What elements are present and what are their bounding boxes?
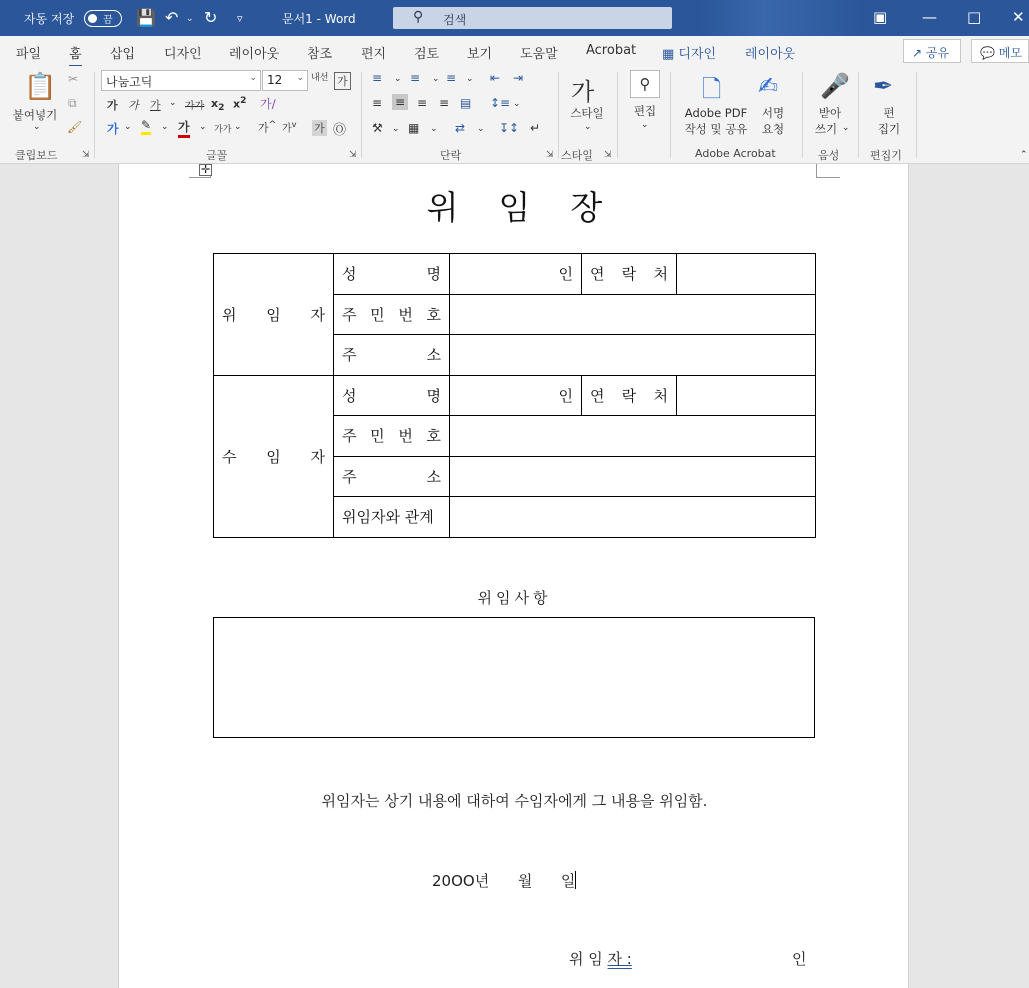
find-icon[interactable]: ⚲ xyxy=(630,70,660,98)
align-center-icon[interactable]: ≡ xyxy=(392,94,408,110)
chevron-down-icon: ⌄ xyxy=(296,73,304,83)
table-move-handle-icon[interactable]: ✛ xyxy=(201,163,211,176)
clipboard-group-label: 클립보드 xyxy=(15,149,58,162)
separator xyxy=(94,72,95,158)
minimize-icon[interactable]: — xyxy=(922,8,937,26)
font-group-label: 글꼴 xyxy=(206,149,228,162)
request-signature-label-2[interactable]: 요청 xyxy=(761,122,785,136)
editing-dropdown-icon[interactable]: ⌄ xyxy=(641,120,649,130)
close-icon[interactable]: ✕ xyxy=(1012,8,1025,26)
resident-no-label: 주 민 번 호 xyxy=(342,305,441,324)
name-label: 성 명 xyxy=(342,386,441,405)
font-color-dropdown-icon[interactable]: ⌄ xyxy=(199,122,207,132)
tab-view[interactable]: 보기 xyxy=(467,47,493,62)
styles-launcher-icon[interactable]: ⇲ xyxy=(604,150,612,160)
delegator-label: 위 임 자 xyxy=(222,305,325,324)
copy-icon[interactable]: ⧉ xyxy=(68,96,77,110)
name-label-cell[interactable] xyxy=(334,254,450,295)
autosave-label: 자동 저장 xyxy=(24,12,75,26)
matters-title: 위임사항 xyxy=(477,589,552,607)
grow-font-icon[interactable]: 내선 xyxy=(311,73,329,83)
editor-label-1[interactable]: 편 xyxy=(883,106,895,120)
address-label-cell[interactable] xyxy=(334,456,450,497)
chevron-down-icon: ⌄ xyxy=(249,73,257,83)
subscript-icon[interactable]: $x_2$ xyxy=(211,97,225,114)
font-launcher-icon[interactable]: ⇲ xyxy=(349,150,357,160)
styles-group-label: 스타일 xyxy=(561,149,593,162)
asian-layout-dropdown-icon[interactable]: ⌄ xyxy=(477,124,485,134)
line-spacing-icon[interactable]: ↕≡ xyxy=(490,96,511,110)
voice-group-label: 음성 xyxy=(818,149,840,162)
signer-seal: 인 xyxy=(792,950,807,968)
paste-label[interactable]: 붙여넣기 xyxy=(12,108,58,122)
text-effects-dropdown-icon[interactable]: ⌄ xyxy=(124,122,132,132)
justify-icon[interactable]: ≡ xyxy=(439,96,450,110)
paste-dropdown-icon[interactable]: ⌄ xyxy=(33,122,41,132)
tab-review[interactable]: 검토 xyxy=(414,47,440,62)
delegatee-contact-cell[interactable] xyxy=(677,375,816,416)
clipboard-launcher-icon[interactable]: ⇲ xyxy=(82,150,90,160)
tab-references[interactable]: 참조 xyxy=(307,47,333,62)
editor-icon[interactable]: ✒ xyxy=(873,72,894,100)
customize-toolbar-icon[interactable]: ▿ xyxy=(237,12,243,25)
share-label: 공유 xyxy=(925,46,950,60)
seal-mark: 인 xyxy=(558,386,573,405)
text-effects-icon[interactable]: 가 xyxy=(107,122,119,136)
title-bar xyxy=(0,0,1029,36)
name-label: 성 명 xyxy=(342,265,441,284)
delegatee-name-cell[interactable] xyxy=(450,375,582,416)
comments-label: 메모 xyxy=(998,46,1022,60)
separator xyxy=(858,72,859,158)
contact-label-cell[interactable] xyxy=(582,375,677,416)
relation-label: 위임자와 관계 xyxy=(342,508,434,527)
distributed-icon[interactable]: ▤ xyxy=(460,96,472,110)
borders-icon[interactable]: ▦ xyxy=(408,121,420,135)
delegator-contact-cell[interactable] xyxy=(677,254,816,295)
resident-no-label-cell[interactable] xyxy=(334,416,450,457)
enclose-characters-icon[interactable]: Ⓞ xyxy=(333,123,347,138)
highlight-dropdown-icon[interactable]: ⌄ xyxy=(161,122,169,132)
superscript-icon[interactable]: $x^2$ xyxy=(233,95,247,111)
search-placeholder: 검색 xyxy=(443,13,467,27)
create-pdf-icon[interactable]: 🗋 xyxy=(702,75,722,103)
paragraph-group-label: 단락 xyxy=(440,149,462,162)
delegator-header[interactable] xyxy=(214,254,334,376)
request-signature-icon[interactable]: ✍ xyxy=(758,72,779,100)
separator xyxy=(916,72,917,158)
tab-table-design-label: 디자인 xyxy=(678,47,717,62)
contact-label: 연 락 처 xyxy=(590,386,668,405)
relation-value-cell[interactable] xyxy=(450,497,816,538)
editor-label-2[interactable]: 집기 xyxy=(877,122,901,136)
tab-insert[interactable]: 삽입 xyxy=(110,47,136,62)
tab-help[interactable]: 도움말 xyxy=(520,47,558,62)
numbering-dropdown-icon[interactable]: ⌄ xyxy=(432,74,440,84)
dictate-dropdown-icon[interactable]: ⌄ xyxy=(842,123,850,133)
clear-formatting-icon[interactable]: 가∕ xyxy=(260,97,276,111)
grow-font-size-icon[interactable]: 가^ xyxy=(258,119,277,135)
bullets-icon[interactable]: ≡ xyxy=(372,71,383,85)
show-marks-icon[interactable]: ↵ xyxy=(530,121,541,135)
ribbon xyxy=(0,66,1029,164)
name-label-cell[interactable] xyxy=(334,375,450,416)
font-color-icon[interactable]: 가 xyxy=(178,118,190,138)
text-cursor xyxy=(575,871,576,889)
font-name-value: 나눔고딕 xyxy=(106,75,153,89)
delegator-address-cell[interactable] xyxy=(450,335,816,376)
font-name-combo[interactable] xyxy=(101,70,261,91)
paragraph-launcher-icon[interactable]: ⇲ xyxy=(546,150,554,160)
vertical-scrollbar[interactable] xyxy=(1018,164,1029,988)
asian-layout-icon[interactable]: ⇄ xyxy=(455,121,466,135)
date-year: 20OO년 xyxy=(432,872,490,890)
share-icon: ↗ xyxy=(912,46,926,60)
microphone-icon[interactable]: 🎤 xyxy=(820,72,850,100)
font-size-combo[interactable] xyxy=(262,70,308,91)
dictate-label-2[interactable]: 쓰기 xyxy=(814,122,838,136)
tab-acrobat[interactable]: Acrobat xyxy=(586,43,637,58)
table-icon: ▦ xyxy=(662,47,679,62)
numbering-icon[interactable]: ≡ xyxy=(410,71,421,85)
delegatee-address-cell[interactable] xyxy=(450,456,816,497)
underline-icon[interactable]: 가 xyxy=(150,99,161,112)
request-signature-label-1[interactable]: 서명 xyxy=(761,106,785,120)
bullets-dropdown-icon[interactable]: ⌄ xyxy=(394,74,402,84)
strikethrough-icon[interactable]: 가가 xyxy=(185,101,205,112)
address-label: 주 소 xyxy=(342,346,441,365)
delegation-statement: 위임자는 상기 내용에 대하여 수임자에게 그 내용을 위임함. xyxy=(321,792,708,810)
editing-label[interactable]: 편집 xyxy=(633,104,657,118)
ribbon-display-icon[interactable]: ▣ xyxy=(873,8,888,26)
borders-dropdown-icon[interactable]: ⌄ xyxy=(430,124,438,134)
separator xyxy=(670,72,671,158)
delegator-name-cell[interactable] xyxy=(450,254,582,295)
tab-design[interactable]: 디자인 xyxy=(164,47,202,62)
multilevel-dropdown-icon[interactable]: ⌄ xyxy=(466,74,474,84)
title-decoration xyxy=(700,0,860,36)
tab-table-layout[interactable]: 레이아웃 xyxy=(745,47,796,62)
paste-icon[interactable]: 📋 xyxy=(24,72,57,102)
shrink-font-size-icon[interactable]: 가$^v$ xyxy=(282,119,297,135)
styles-label[interactable]: 스타일 xyxy=(570,106,604,120)
search-icon: ⚲ xyxy=(413,9,424,25)
document-page[interactable] xyxy=(118,164,909,988)
tab-layout[interactable]: 레이아웃 xyxy=(229,47,280,62)
seal-mark: 인 xyxy=(558,265,573,284)
ribbon-tabs xyxy=(0,36,1029,66)
signer-label-1: 위 임 xyxy=(569,950,608,968)
address-label: 주 소 xyxy=(342,467,441,486)
dictate-label-1[interactable]: 받아 xyxy=(818,106,842,120)
date-day: 일 xyxy=(560,872,576,890)
change-case-icon[interactable]: 가가 xyxy=(214,125,232,135)
undo-dropdown-icon[interactable]: ⌄ xyxy=(186,14,194,24)
character-shading-icon[interactable]: 가 xyxy=(314,122,325,135)
address-label-cell[interactable] xyxy=(334,335,450,376)
table-row xyxy=(214,375,816,416)
delegatee-header[interactable] xyxy=(214,375,334,537)
autosave-state: 끔 xyxy=(103,15,113,26)
autosave-toggle[interactable] xyxy=(84,10,122,27)
comment-icon: 💬 xyxy=(980,46,999,60)
date-month: 월 xyxy=(517,872,533,890)
comments-button[interactable] xyxy=(971,39,1029,63)
tab-file[interactable]: 파일 xyxy=(16,47,42,62)
decrease-indent-icon[interactable]: ⇤ xyxy=(490,71,501,85)
create-pdf-label-2[interactable]: 작성 및 공유 xyxy=(684,122,748,136)
change-case-dropdown-icon[interactable]: ⌄ xyxy=(234,122,242,132)
signer-line[interactable] xyxy=(569,948,632,969)
matters-box[interactable] xyxy=(213,617,815,738)
crop-mark xyxy=(816,164,840,178)
collapse-ribbon-icon[interactable]: ⌃ xyxy=(1020,150,1028,160)
delegatee-resident-no-cell[interactable] xyxy=(450,416,816,457)
shading-icon[interactable]: ⚒ xyxy=(372,121,383,135)
delegatee-label: 수 임 자 xyxy=(222,447,325,466)
tab-table-design[interactable] xyxy=(662,43,716,62)
relation-label-cell[interactable] xyxy=(334,497,450,538)
adobe-group-label: Adobe Acrobat xyxy=(695,147,776,160)
bold-icon[interactable]: 가 xyxy=(107,99,118,112)
document-title: 문서1 - Word xyxy=(282,12,356,26)
share-button[interactable] xyxy=(903,39,961,63)
signer-label-2: 자 : xyxy=(607,950,632,968)
maximize-icon[interactable]: □ xyxy=(967,8,982,26)
editor-group-label: 편집기 xyxy=(870,149,902,162)
separator xyxy=(617,72,618,158)
page-title: 위임장 xyxy=(426,188,643,227)
redo-icon[interactable]: ↻ xyxy=(204,8,218,27)
contact-label-cell[interactable] xyxy=(582,254,677,295)
shading-dropdown-icon[interactable]: ⌄ xyxy=(392,124,400,134)
tab-mailings[interactable]: 편지 xyxy=(361,47,387,62)
resident-no-label: 주 민 번 호 xyxy=(342,427,441,446)
increase-indent-icon[interactable]: ⇥ xyxy=(513,71,524,85)
save-icon[interactable]: 💾 xyxy=(136,8,156,27)
phonetic-guide-icon[interactable]: 가 xyxy=(334,72,351,90)
separator xyxy=(802,72,803,158)
date-line[interactable] xyxy=(432,870,576,891)
tab-home[interactable]: 홈 xyxy=(69,43,82,62)
cut-icon[interactable]: ✂ xyxy=(68,72,79,86)
toggle-knob xyxy=(88,14,97,23)
table-row xyxy=(214,254,816,295)
styles-icon[interactable]: 가 xyxy=(571,78,595,106)
format-painter-icon[interactable]: 🖌 xyxy=(67,120,83,134)
create-pdf-label-1[interactable]: Adobe PDF xyxy=(684,106,748,120)
undo-icon[interactable]: ↶ xyxy=(165,8,179,27)
delegator-resident-no-cell[interactable] xyxy=(450,294,816,335)
underline-dropdown-icon[interactable]: ⌄ xyxy=(169,98,177,108)
search-box[interactable] xyxy=(393,7,672,29)
font-size-value: 12 xyxy=(267,73,283,87)
align-left-icon[interactable]: ≡ xyxy=(372,96,383,110)
italic-icon[interactable]: 가 xyxy=(128,99,139,112)
contact-label: 연 락 처 xyxy=(590,265,668,284)
styles-dropdown-icon[interactable]: ⌄ xyxy=(584,122,592,132)
delegation-table xyxy=(213,253,816,538)
align-right-icon[interactable]: ≡ xyxy=(417,96,428,110)
multilevel-list-icon[interactable]: ≡ xyxy=(446,71,457,85)
separator xyxy=(558,72,559,158)
line-spacing-dropdown-icon[interactable]: ⌄ xyxy=(513,99,521,109)
resident-no-label-cell[interactable] xyxy=(334,294,450,335)
sort-icon[interactable]: ↧↕ xyxy=(499,121,520,135)
separator xyxy=(361,72,362,158)
highlight-icon[interactable]: ✎ xyxy=(141,118,151,135)
